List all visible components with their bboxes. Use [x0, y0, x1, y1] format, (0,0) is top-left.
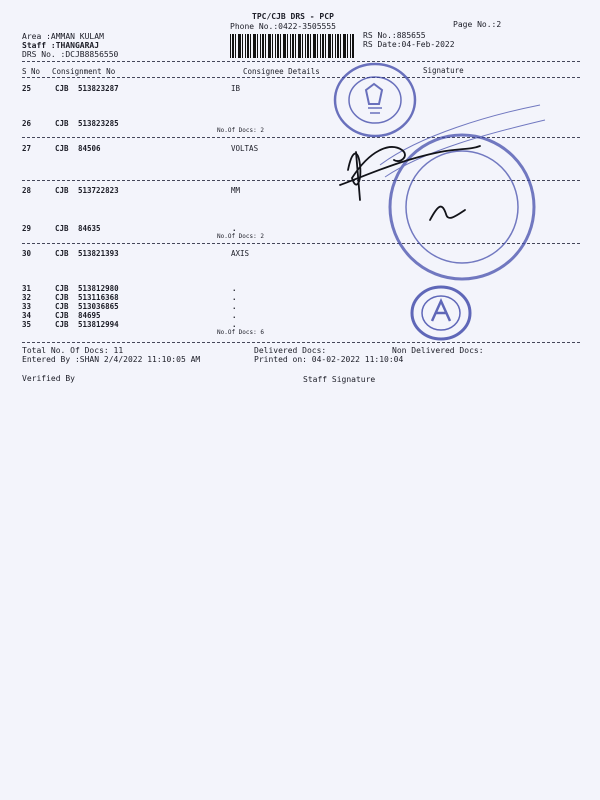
row-mark: .: [232, 302, 237, 311]
delivered-docs: Delivered Docs:: [254, 346, 327, 355]
table-row: [0, 320, 600, 330]
row-mark: .: [232, 311, 237, 320]
row-prefix: CJB: [55, 320, 69, 329]
row-consignment: 513823285: [78, 119, 119, 128]
row-prefix: CJB: [55, 302, 69, 311]
printed-on: Printed on: 04-02-2022 11:10:04: [254, 355, 404, 364]
row-sno: 33: [22, 302, 32, 311]
non-delivered-docs: Non Delivered Docs:: [392, 346, 484, 355]
column-signature: Signature: [423, 66, 464, 75]
phone-number: Phone No.:0422-3505555: [230, 22, 336, 31]
row-prefix: CJB: [55, 224, 69, 233]
row-prefix: CJB: [55, 84, 69, 93]
verified-by: Verified By: [22, 374, 75, 383]
row-sno: 25: [22, 84, 32, 93]
row-mark: .: [232, 224, 237, 233]
row-prefix: CJB: [55, 293, 69, 302]
column-sno: S No: [22, 67, 41, 76]
rs-date: RS Date:04-Feb-2022: [363, 40, 455, 49]
group-doc-count: No.Of Docs: 2: [217, 233, 264, 240]
row-prefix: CJB: [55, 311, 69, 320]
group-doc-count: No.Of Docs: 2: [217, 127, 264, 134]
row-consignment: 84506: [78, 144, 101, 153]
entered-by: Entered By :SHAN 2/4/2022 11:10:05 AM: [22, 355, 201, 364]
rs-number: RS No.:885655: [363, 31, 426, 40]
row-sno: 29: [22, 224, 32, 233]
row-consignment: 513722823: [78, 186, 119, 195]
row-sno: 26: [22, 119, 32, 128]
row-prefix: CJB: [55, 119, 69, 128]
row-consignee: VOLTAS: [231, 144, 259, 153]
row-sno: 32: [22, 293, 32, 302]
total-docs: Total No. Of Docs: 11: [22, 346, 124, 355]
column-consignee: Consignee Details: [243, 67, 320, 76]
row-consignment: 84695: [78, 311, 101, 320]
column-divider: [22, 77, 580, 78]
row-mark: .: [232, 293, 237, 302]
row-prefix: CJB: [55, 249, 69, 258]
row-prefix: CJB: [55, 186, 69, 195]
row-consignment: 513812980: [78, 284, 119, 293]
row-consignment: 84635: [78, 224, 101, 233]
header-divider: [22, 61, 580, 62]
row-mark: .: [232, 284, 237, 293]
group-doc-count: No.Of Docs: 6: [217, 329, 264, 336]
row-sno: 34: [22, 311, 32, 320]
row-consignee: MM: [231, 186, 241, 195]
staff-signature-label: Staff Signature: [303, 375, 376, 384]
row-sno: 28: [22, 186, 32, 195]
page-number: Page No.:2: [453, 20, 502, 29]
row-consignment: 513812994: [78, 320, 119, 329]
table-row: [0, 84, 600, 94]
row-sno: 30: [22, 249, 32, 258]
row-consignee: IB: [231, 84, 241, 93]
row-consignment: 513823287: [78, 84, 119, 93]
document-title: TPC/CJB DRS - PCP: [252, 12, 334, 21]
row-consignment: 513036865: [78, 302, 119, 311]
axis-bank-stamp: [408, 283, 474, 343]
row-consignee: AXIS: [231, 249, 250, 258]
row-sno: 35: [22, 320, 32, 329]
table-end-divider: [22, 342, 580, 343]
row-mark: .: [232, 320, 237, 329]
barcode: [230, 34, 354, 58]
row-consignment: 513821393: [78, 249, 119, 258]
column-consignment: Consignment No: [52, 67, 116, 76]
row-consignment: 513116368: [78, 293, 119, 302]
row-sno: 31: [22, 284, 32, 293]
drs-number: DRS No. :DCJB8856550: [22, 50, 119, 59]
staff-label: Staff :THANGARAJ: [22, 41, 100, 50]
row-prefix: CJB: [55, 144, 69, 153]
row-sno: 27: [22, 144, 32, 153]
row-prefix: CJB: [55, 284, 69, 293]
area-label: Area :AMMAN KULAM: [22, 32, 104, 41]
handwritten-signature: [330, 130, 500, 230]
